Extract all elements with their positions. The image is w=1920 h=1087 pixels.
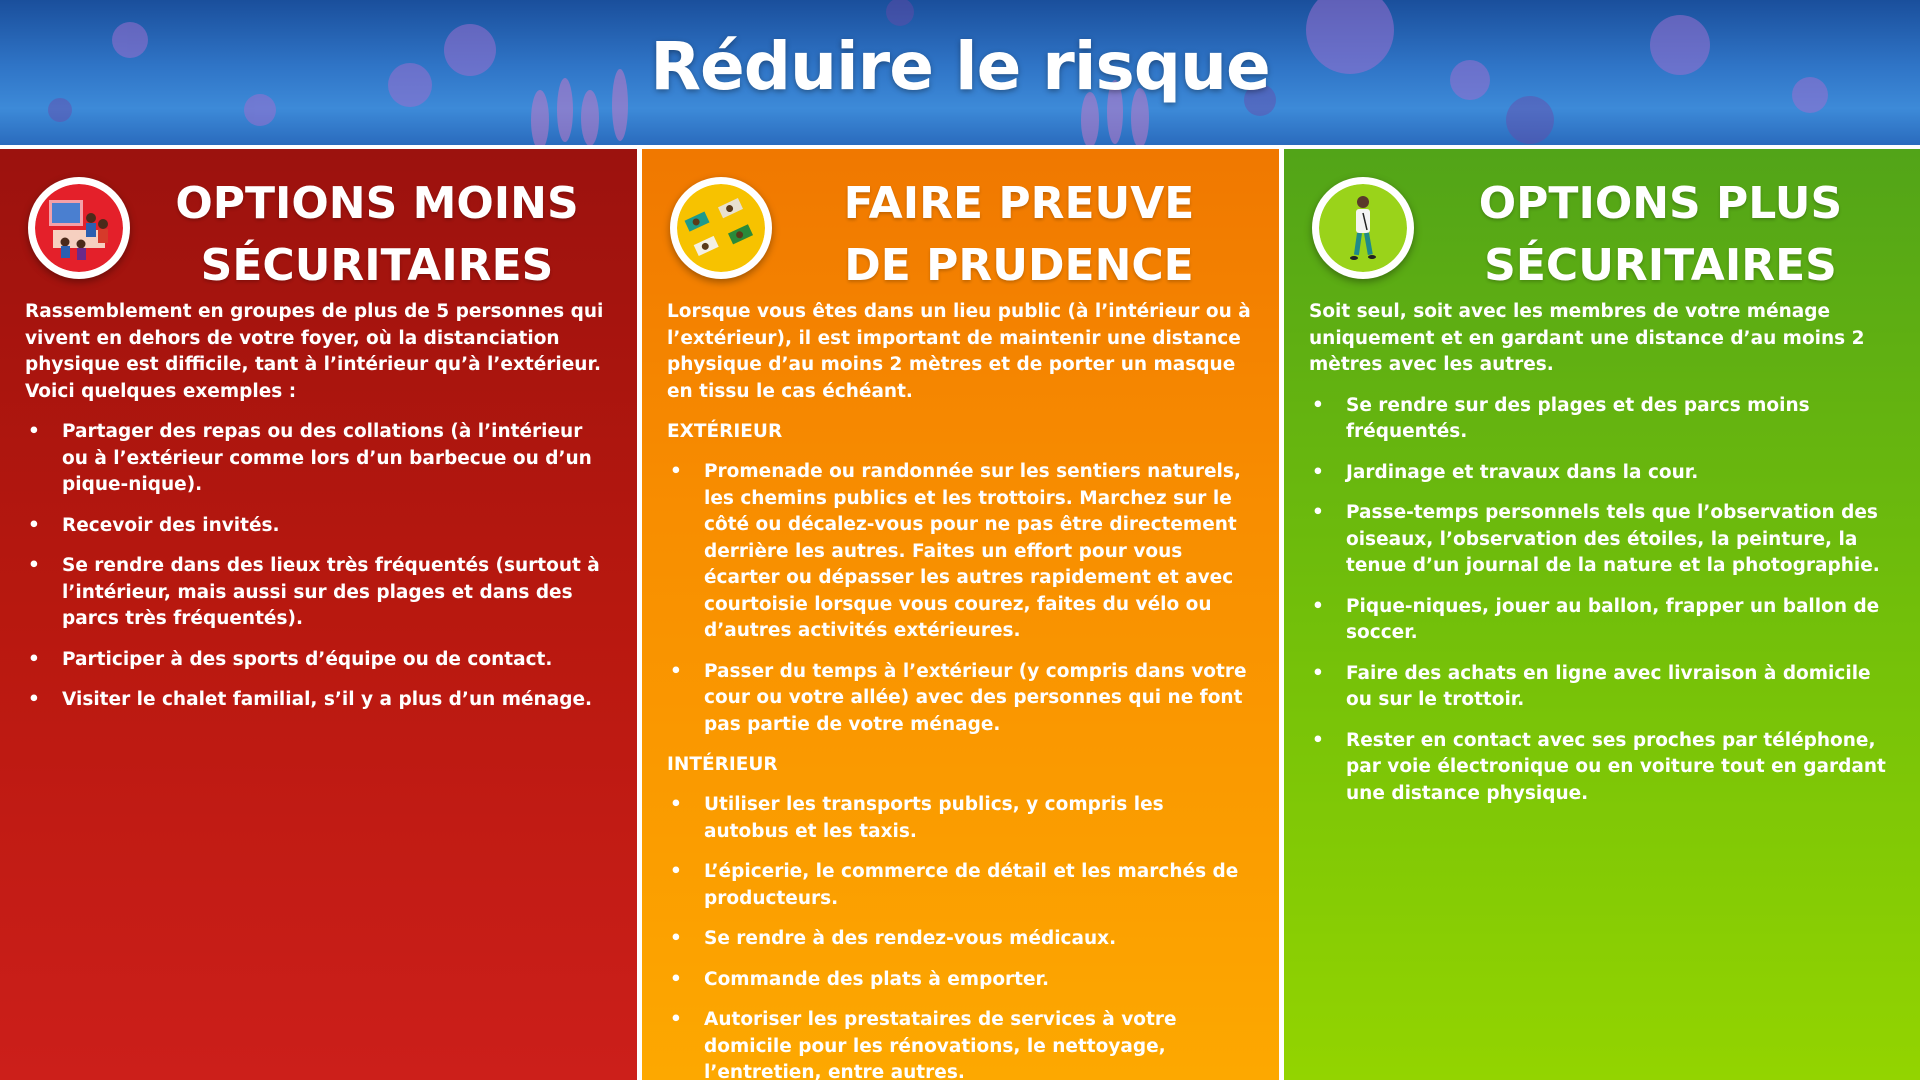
bullet-glyph: • <box>28 514 40 536</box>
list-item <box>667 967 1251 994</box>
picnic-distancing-icon <box>670 177 772 279</box>
column-title-line-1: OPTIONS PLUS <box>1478 178 1843 229</box>
list-item-text: Participer à des sports d’équipe ou de contact. <box>62 648 553 670</box>
list-item <box>1309 594 1892 647</box>
list-item <box>1309 661 1892 714</box>
page-title: Réduire le risque <box>650 28 1270 105</box>
bullet-glyph: • <box>28 555 40 576</box>
intro-text: Soit seul, soit avec les membres de votre ménage uniquement <box>1309 301 1831 349</box>
column-title-line-2: SÉCURITAIRES <box>1484 240 1837 291</box>
list-item <box>1309 460 1892 487</box>
list-item-text: L’épicerie, le commerce de détail et les marchés de producteurs. <box>704 861 1239 909</box>
header-banner <box>0 0 1920 145</box>
bullet-glyph: • <box>28 648 40 670</box>
bullet-list-exterior <box>667 459 1251 738</box>
list-item <box>25 553 609 633</box>
list-item <box>1309 393 1892 446</box>
bullet-glyph: • <box>670 1009 682 1030</box>
column-header <box>1309 149 1892 299</box>
column-caution <box>642 149 1279 1083</box>
list-item <box>25 647 609 674</box>
list-item <box>25 419 609 499</box>
crowd-gathering-icon <box>28 177 130 279</box>
list-item-text: Visiter le chalet familial, s’il y a plus d’un ménage. <box>62 689 593 710</box>
list-item-text: Se rendre sur des plages et des parcs moins fréquentés. <box>1346 394 1810 442</box>
list-item-text: Passer du temps à l’extérieur (y compris dans votre cour ou votre allée) avec des personnes qui ne font pas partie de votre ménage. <box>704 660 1247 735</box>
bullet-glyph: • <box>1312 394 1324 416</box>
column-title-line-2: DE PRUDENCE <box>844 240 1194 291</box>
list-item <box>667 1007 1251 1087</box>
column-intro: Rassemblement en groupes de plus de 5 personnes qui vivent en dehors de votre foyer, où la distanciation physique est difficile, tant à l’intérieur qu’à l’extérieur. Voici quelques exemples : <box>25 301 604 402</box>
list-item-text: Jardinage et travaux dans la cour. <box>1346 461 1699 483</box>
bullet-glyph: • <box>670 968 682 990</box>
column-title <box>1429 173 1892 297</box>
column-title <box>787 173 1251 297</box>
column-title-line-1: FAIRE PREUVE <box>843 178 1195 229</box>
list-item-text: Commande des plats à emporter. <box>704 968 1050 990</box>
column-header <box>25 149 609 299</box>
list-item <box>25 687 609 714</box>
list-item <box>667 926 1251 953</box>
column-title-line-1: OPTIONS MOINS <box>175 178 579 229</box>
list-item-text: Partager des repas ou des collations (à l’intérieur ou à l’extérieur comme lors d’un barbecue ou d’un pique-nique). <box>62 421 592 495</box>
bullet-glyph: • <box>670 660 682 682</box>
bullet-glyph: • <box>1312 729 1324 751</box>
column-title-line-2: SÉCURITAIRES <box>200 240 554 291</box>
bullet-glyph: • <box>28 689 40 710</box>
bullet-glyph: • <box>670 794 682 815</box>
list-item <box>1309 500 1892 580</box>
list-item-text: Utiliser les transports publics, y compris les autobus et les taxis. <box>704 794 1164 842</box>
bullet-glyph: • <box>1312 662 1324 684</box>
column-header <box>667 149 1251 299</box>
list-item-text: Passe-temps personnels tels que l’observation des oiseaux, l’observation des étoiles, la peinture, la tenue d’un journal de la nature et la photographie. <box>1346 502 1880 576</box>
list-item-text: Rester en contact avec ses proches par téléphone, par voie électronique ou en voiture tout en gardant une distance physique. <box>1346 729 1886 804</box>
section-label-interior: INTÉRIEUR <box>667 754 778 775</box>
column-intro <box>1309 299 1892 379</box>
intro-emphasis: et <box>1440 327 1463 349</box>
bullet-glyph: • <box>1312 461 1324 483</box>
section-label-exterior: EXTÉRIEUR <box>667 421 783 442</box>
bullet-glyph: • <box>670 861 682 882</box>
list-item-text: Recevoir des invités. <box>62 514 280 536</box>
list-item <box>667 459 1251 645</box>
list-item-text: Se rendre dans des lieux très fréquentés (surtout à l’intérieur, mais aussi sur des plages et dans des parcs très fréquentés). <box>62 555 600 629</box>
column-less-safe <box>0 149 637 1080</box>
person-walking-icon <box>1312 177 1414 279</box>
bullet-list <box>25 419 609 714</box>
bullet-list <box>1309 393 1892 808</box>
list-item-text: Faire des achats en ligne avec livraison à domicile ou sur le trottoir. <box>1346 662 1871 710</box>
list-item <box>667 792 1251 845</box>
list-item <box>25 513 609 540</box>
bullet-glyph: • <box>1312 595 1324 617</box>
list-item <box>667 859 1251 912</box>
list-item-text: Autoriser les prestataires de services à votre domicile pour les rénovations, le nettoyage, l’entretien, entre autres. <box>704 1009 1177 1083</box>
list-item-text: Se rendre à des rendez-vous médicaux. <box>704 928 1117 949</box>
intro-text: en gardant une distance d’au moins 2 mètres avec les autres. <box>1309 327 1865 375</box>
list-item-text: Pique-niques, jouer au ballon, frapper un ballon de soccer. <box>1346 595 1880 643</box>
column-intro: Lorsque vous êtes dans un lieu public (à l’intérieur ou à l’extérieur), il est important de maintenir une distance physique d’au moins 2 mètres et de porter un masque en tissu le cas échéant. <box>667 301 1251 402</box>
list-item <box>667 659 1251 739</box>
bullet-glyph: • <box>1312 502 1324 523</box>
column-more-safe <box>1284 149 1920 1080</box>
column-title <box>145 173 609 297</box>
bullet-glyph: • <box>670 461 682 482</box>
list-item-text: Promenade ou randonnée sur les sentiers naturels, les chemins publics et les trottoirs. Marchez sur le côté ou décalez-vous pour ne pas être directement derrière les autres. Faites un effort pour vous écarter ou dépasser les autres rapidement et avec courtoisie lorsque vous courez, faites du vélo ou d’autres activités extérieures. <box>704 461 1241 641</box>
bullet-glyph: • <box>670 928 682 949</box>
list-item <box>1309 728 1892 808</box>
bullet-list-interior <box>667 792 1251 1087</box>
bullet-glyph: • <box>28 421 40 442</box>
